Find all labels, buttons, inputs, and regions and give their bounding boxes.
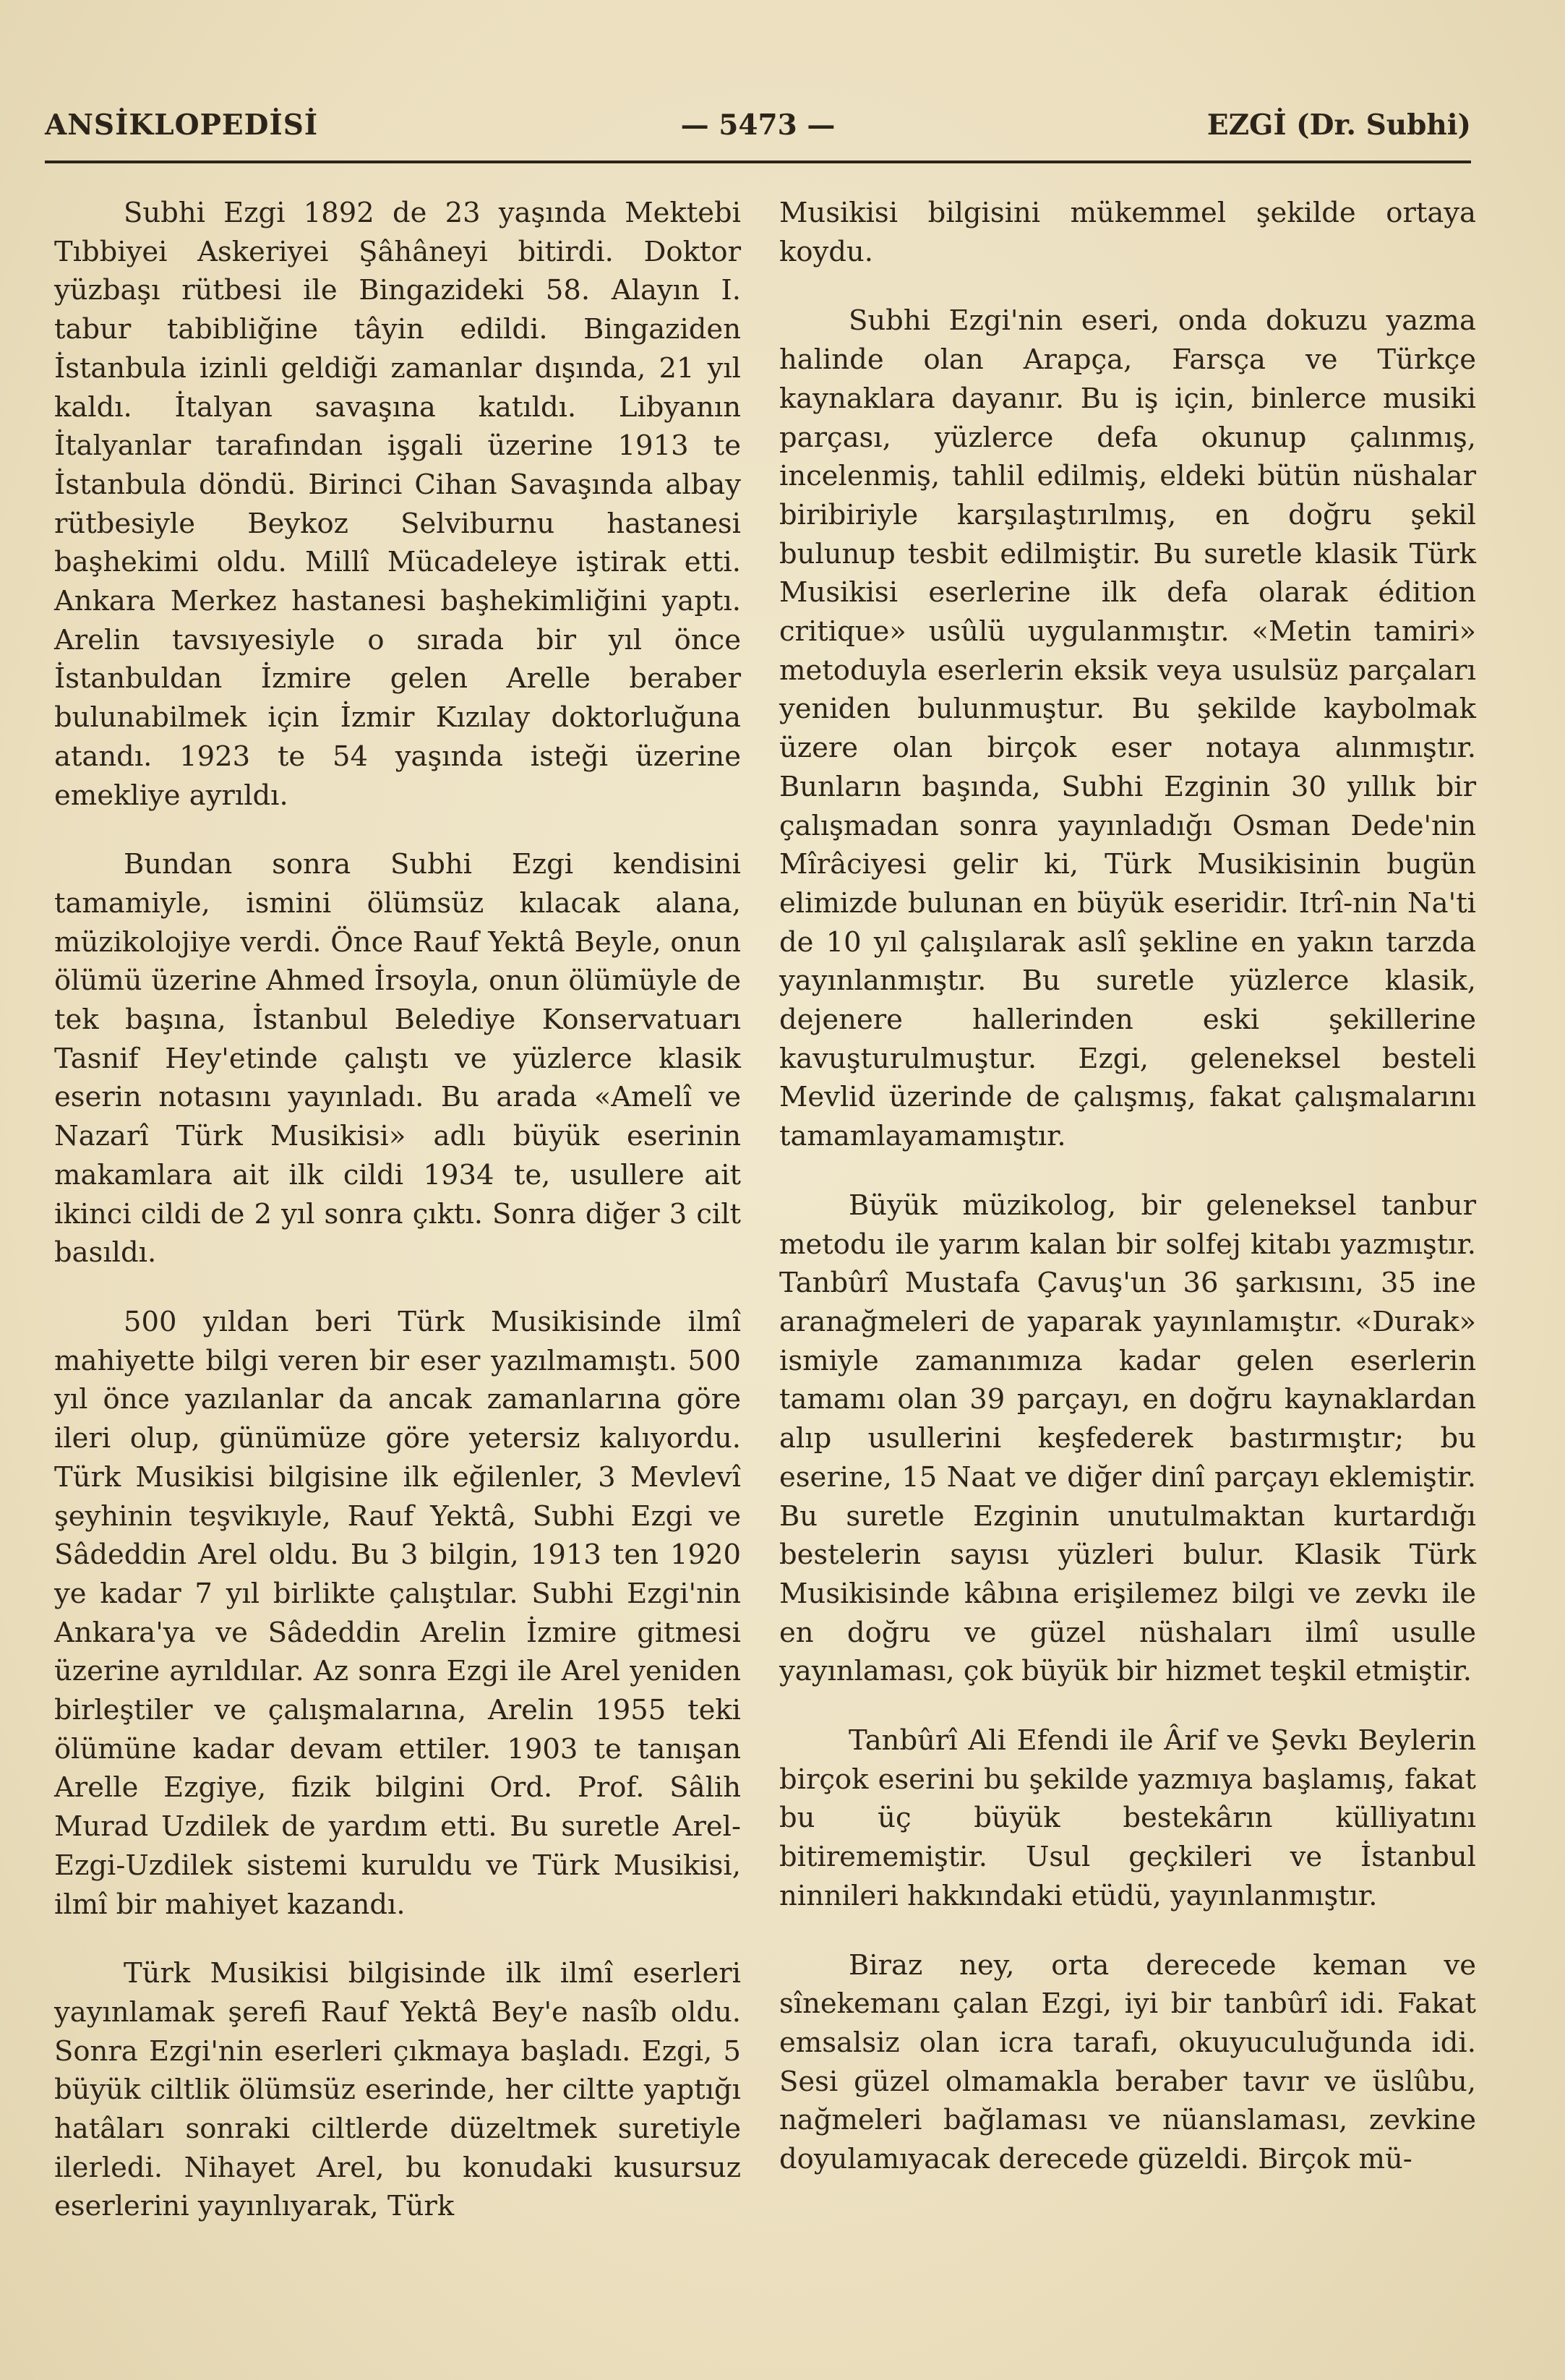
paragraph: Tanbûrî Ali Efendi ile Ârif ve Şevkı Beylerin birçok eserini bu şekilde yazmıya başlamış, fakat bu üç büyük bestekârın külliyatını bitirememiştir. Usul geçkileri ve İstanbul ninnileri hakkındaki etüdü, yayınlanmıştır. — [779, 1724, 1476, 1912]
page-number: — 5473 — — [680, 108, 836, 142]
header-rule — [45, 160, 1471, 163]
paragraph: Subhi Ezgi'nin eseri, onda dokuzu yazma halinde olan Arapça, Farsça ve Türkçe kaynaklara dayanır. Bu iş için, binlerce musiki parçası, yüzlerce defa okunup çalınmış, incelenmiş, tahlil edilmiş, eldeki bütün nüshalar biribiriyle karşılaştırılmış, en doğru şekil bulunup tesbit edilmiştir. Bu suretle klasik Türk Musikisi eserlerine ilk defa olarak édition critique» usûlü uygulanmıştır. «Metin tamiri» metoduyla eserlerin eksik veya usulsüz parçaları yeniden bulunmuştur. Bu şekilde kaybolmak üzere olan birçok eser notaya alınmıştır. Bunların başında, Subhi Ezginin 30 yıllık bir çalışmadan sonra yayınladığı Osman Dede'nin Mîrâciyesi gelir ki, Türk Musikisinin bugün elimizde bulunan en büyük eseridir. Itrî-nin Na'ti de 10 yıl çalışılarak aslî şekline en yakın tarzda yayınlanmıştır. Bu suretle yüzlerce klasik, dejenere hallerinden eski şekillerine kavuşturulmuştur. Ezgi, geleneksel besteli Mevlid üzerinde de çalışmış, fakat çalışmalarını tamamlayamamıştır. — [779, 304, 1476, 1153]
header-entry-title: EZGİ (Dr. Subhi) — [1206, 108, 1471, 142]
paragraph: Biraz ney, orta derecede keman ve sînekemanı çalan Ezgi, iyi bir tanbûrî idi. Fakat emsalsiz olan icra tarafı, okuyuculuğunda idi. Sesi güzel olmamakla beraber tavır ve üslûbu, nağmeleri bağlaması ve nüanslaması, zevkine doyulamıyacak derecede güzeldi. Birçok mü- — [779, 1948, 1476, 2176]
left-column — [54, 194, 741, 2226]
paragraph: Bundan sonra Subhi Ezgi kendisini tamamiyle, ismini ölümsüz kılacak alana, müzikolojiye verdi. Önce Rauf Yektâ Beyle, onun ölümü üzerine Ahmed İrsoyla, onun ölümüyle de tek başına, İstanbul Belediye Konservatuarı Tasnif Hey'etinde çalıştı ve yüzlerce klasik eserin notasını yayınladı. Bu arada «Amelî ve Nazarî Türk Musikisi» adlı büyük eserinin makamlara ait ilk cildi 1934 te, usullere ait ikinci cildi de 2 yıl sonra çıktı. Sonra diğer 3 cilt basıldı. — [54, 848, 741, 1270]
paragraph: Türk Musikisi bilgisinde ilk ilmî eserleri yayınlamak şerefi Rauf Yektâ Bey'e nasîb oldu. Sonra Ezgi'nin eserleri çıkmaya başladı. Ezgi, 5 büyük ciltlik ölümsüz eserinde, her ciltte yaptığı hatâları sonraki ciltlerde düzeltmek suretiyle ilerledi. Nihayet Arel, bu konudaki kusursuz eserlerini yayınlıyarak, Türk — [54, 1957, 741, 2223]
running-header — [45, 108, 1471, 152]
right-column — [779, 194, 1476, 2179]
header-encyclopedia-title: ANSİKLOPEDİSİ — [45, 108, 319, 142]
paragraph-continuation: Musikisi bilgisini mükemmel şekilde ortaya koydu. — [779, 197, 1476, 268]
paragraph: Subhi Ezgi 1892 de 23 yaşında Mektebi Tıbbiyei Askeriyei Şâhâneyi bitirdi. Doktor yüzbaşı rütbesi ile Bingazideki 58. Alayın I. tabur tabibliğine tâyin edildi. Bingaziden İstanbula izinli geldiği zamanlar dışında, 21 yıl kaldı. İtalyan savaşına katıldı. Libyanın İtalyanlar tarafından işgali üzerine 1913 te İstanbula döndü. Birinci Cihan Savaşında albay rütbesiyle Beykoz Selviburnu hastanesi başhekimi oldu. Millî Mücadeleye iştirak etti. Ankara Merkez hastanesi başhekimliğini yaptı. Arelin tavsıyesiyle o sırada bir yıl önce İstanbuldan İzmire gelen Arelle beraber bulunabilmek için İzmir Kızılay doktorluğuna atandı. 1923 te 54 yaşında isteği üzerine emekliye ayrıldı. — [54, 197, 741, 812]
paragraph: 500 yıldan beri Türk Musikisinde ilmî mahiyette bilgi veren bir eser yazılmamıştı. 500 yıl önce yazılanlar da ancak zamanlarına göre ileri olup, günümüze göre yetersiz kalıyordu. Türk Musikisi bilgisine ilk eğilenler, 3 Mevlevî şeyhinin teşvikıyle, Rauf Yektâ, Subhi Ezgi ve Sâdeddin Arel oldu. Bu 3 bilgin, 1913 ten 1920 ye kadar 7 yıl birlikte çalıştılar. Subhi Ezgi'nin Ankara'ya ve Sâdeddin Arelin İzmire gitmesi üzerine ayrıldılar. Az sonra Ezgi ile Arel yeniden birleştiler ve çalışmalarına, Arelin 1955 teki ölümüne kadar devam ettiler. 1903 te tanışan Arelle Ezgiye, fizik bilgini Ord. Prof. Sâlih Murad Uzdilek de yardım etti. Bu suretle Arel-Ezgi-Uzdilek sistemi kuruldu ve Türk Musikisi, ilmî bir mahiyet kazandı. — [54, 1305, 741, 1921]
paragraph: Büyük müzikolog, bir geleneksel tanbur metodu ile yarım kalan bir solfej kitabı yazmıştır. Tanbûrî Mustafa Çavuş'un 36 şarkısını, 35 ine aranağmeleri de yaparak yayınlamıştır. «Durak» ismiyle zamanımıza kadar gelen eserlerin tamamı olan 39 parçayı, en doğru kaynaklardan alıp usullerini keşfederek bastırmıştır; bu eserine, 15 Naat ve diğer dinî parçayı eklemiştir. Bu suretle Ezginin unutulmaktan kurtardığı bestelerin sayısı yüzleri bulur. Klasik Türk Musikisinde kâbına erişilemez bilgi ve zevkı ile en doğru ve güzel nüshaları ilmî usulle yayınlaması, çok büyük bir hizmet teşkil etmiştir. — [779, 1189, 1476, 1688]
